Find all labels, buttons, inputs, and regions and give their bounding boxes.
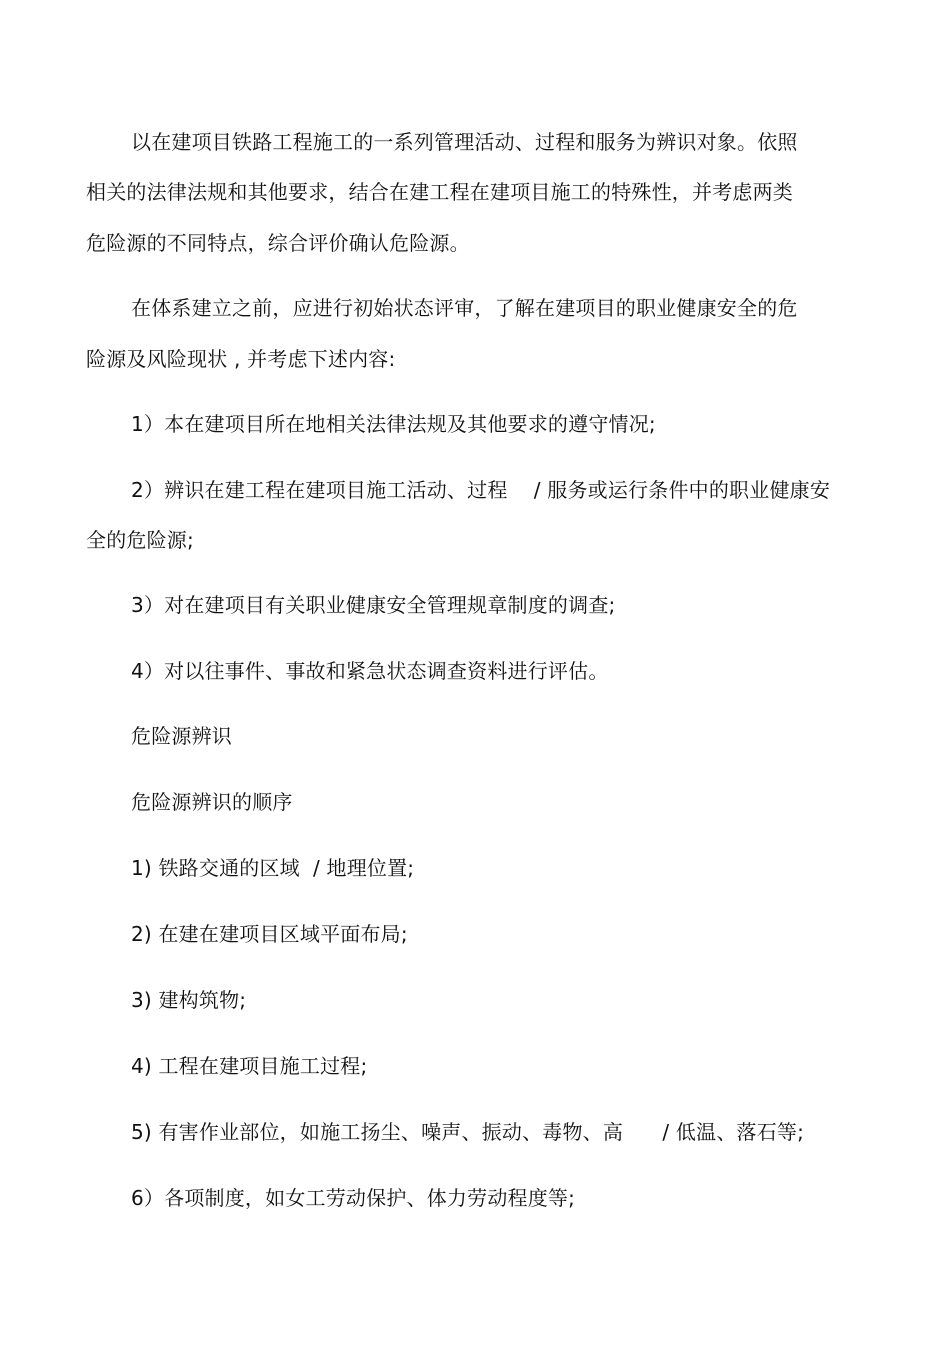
para1-line2: 相关的法律法规和其他要求，结合在建工程在建项目施工的特殊性，并考虑两类 (86, 180, 793, 204)
review-item-2: 2）辨识在建工程在建项目施工活动、过程 / 服务或运行条件中的职业健康安 (131, 478, 831, 502)
review-item-2-continuation: 全的危险源; (86, 528, 194, 552)
review-item-3: 3）对在建项目有关职业健康安全管理规章制度的调查; (131, 593, 616, 617)
order-item-3: 3) 建构筑物; (131, 988, 247, 1012)
heading-identification: 危险源辨识 (131, 724, 232, 748)
order-item-6: 6）各项制度，如女工劳动保护、体力劳动程度等; (131, 1186, 576, 1210)
order-item-5: 5) 有害作业部位，如施工扬尘、噪声、振动、毒物、高 / 低温、落石等; (131, 1120, 805, 1144)
order-item-2: 2) 在建在建项目区域平面布局; (131, 922, 408, 946)
para1-line1: 以在建项目铁路工程施工的一系列管理活动、过程和服务为辨识对象。依照 (131, 130, 798, 154)
heading-order: 危险源辨识的顺序 (131, 790, 293, 814)
para1-line3: 危险源的不同特点，综合评价确认危险源。 (86, 231, 470, 255)
order-item-4: 4) 工程在建项目施工过程; (131, 1054, 368, 1078)
para2-line2: 险源及风险现状 , 并考虑下述内容: (86, 347, 396, 371)
para2-line1: 在体系建立之前，应进行初始状态评审，了解在建项目的职业健康安全的危 (131, 296, 798, 320)
review-item-4: 4）对以往事件、事故和紧急状态调查资料进行评估。 (131, 659, 609, 683)
order-item-1: 1) 铁路交通的区域 / 地理位置; (131, 856, 415, 880)
review-item-1: 1）本在建项目所在地相关法律法规及其他要求的遵守情况; (131, 412, 656, 436)
